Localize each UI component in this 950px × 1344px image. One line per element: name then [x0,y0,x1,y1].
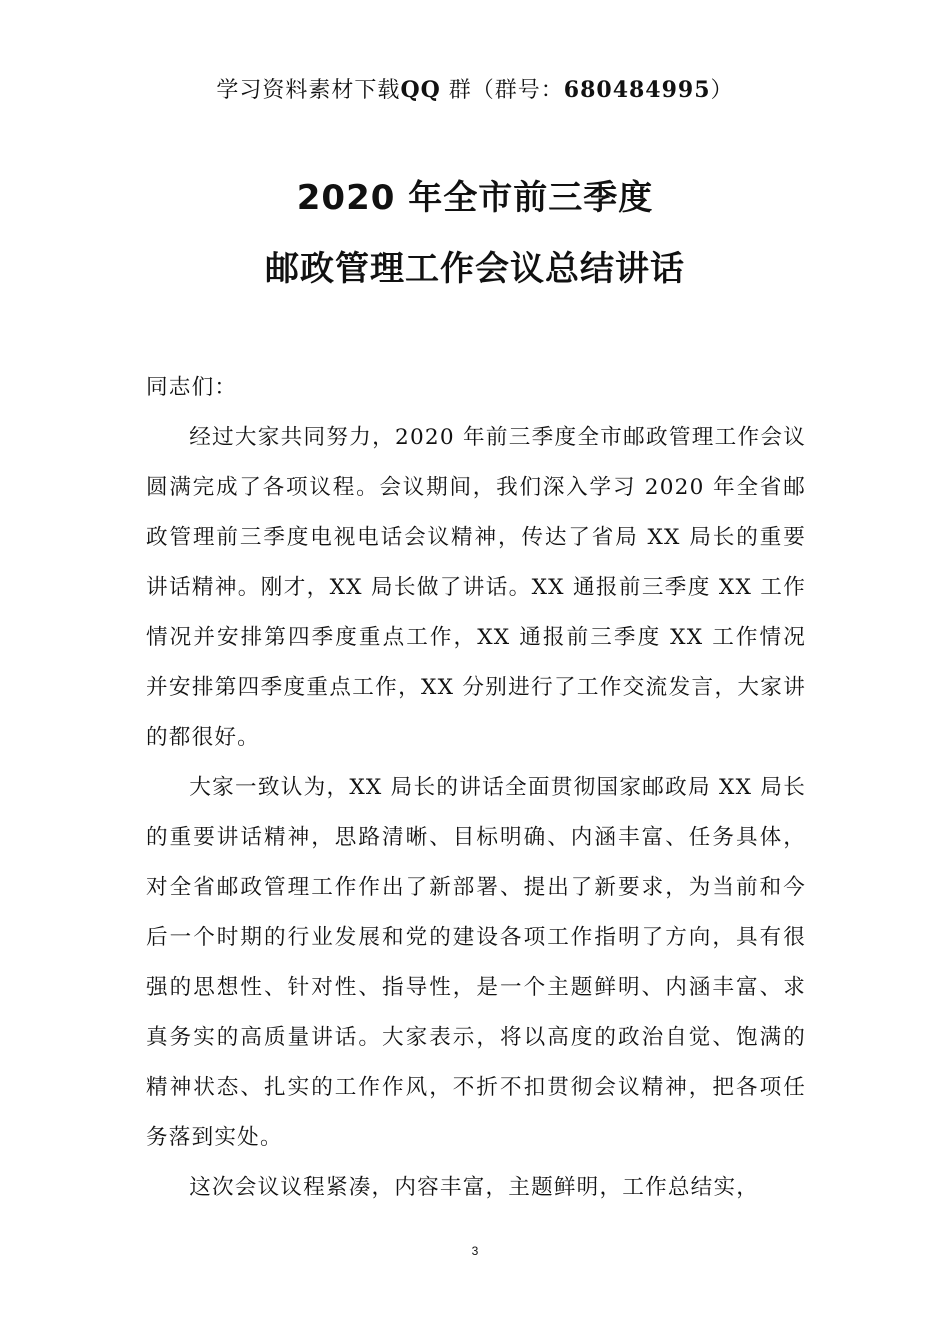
body-paragraph-2: 大家一致认为，XX 局长的讲话全面贯彻国家邮政局 XX 局长的重要讲话精神，思路清晰、目标明确、内涵丰富、任务具体，对全省邮政管理工作作出了新部署、提出了新要求，为当前和今后一个时期的行业发展和党的建设各项工作指明了方向，具有很强的思想性、针对性、指导性，是一个主题鲜明、内涵丰富、求真务实的高质量讲话。大家表示，将以高度的政治自觉、饱满的精神状态、扎实的工作作风，不折不扣贯彻会议精神，把各项任务落到实处。 [146,775,806,1150]
header-prefix: 学习资料素材下载 [216,78,401,103]
header-group-number: 680484995 [563,77,711,103]
header-group-open: 群（群号： [440,78,564,103]
body-paragraph-3: 这次会议议程紧凑，内容丰富，主题鲜明，工作总结实， [189,1175,760,1200]
salutation: 同志们： [146,375,238,400]
body-paragraph-1: 经过大家共同努力，2020 年前三季度全市邮政管理工作会议圆满完成了各项议程。会议期间，我们深入学习 2020 年全省邮政管理前三季度电视电话会议精神，传达了省局 XX 局长的重要讲话精神。刚才，XX 局长做了讲话。XX 通报前三季度 XX 工作情况并安排第四季度重点工作，XX 通报前三季度 XX 工作情况并安排第四季度重点工作，XX 分别进行了工作交流发言，大家讲的都很好。 [146,425,806,750]
document-title-line-1: 2020 年全市前三季度 [296,178,654,218]
header-group-close: ） [710,78,734,103]
header-download-notice [0,74,950,107]
document-title-line-2: 邮政管理工作会议总结讲话 [265,249,685,289]
document-body [146,363,806,1213]
page-number: 3 [471,1244,479,1258]
header-qq: QQ [400,77,441,103]
